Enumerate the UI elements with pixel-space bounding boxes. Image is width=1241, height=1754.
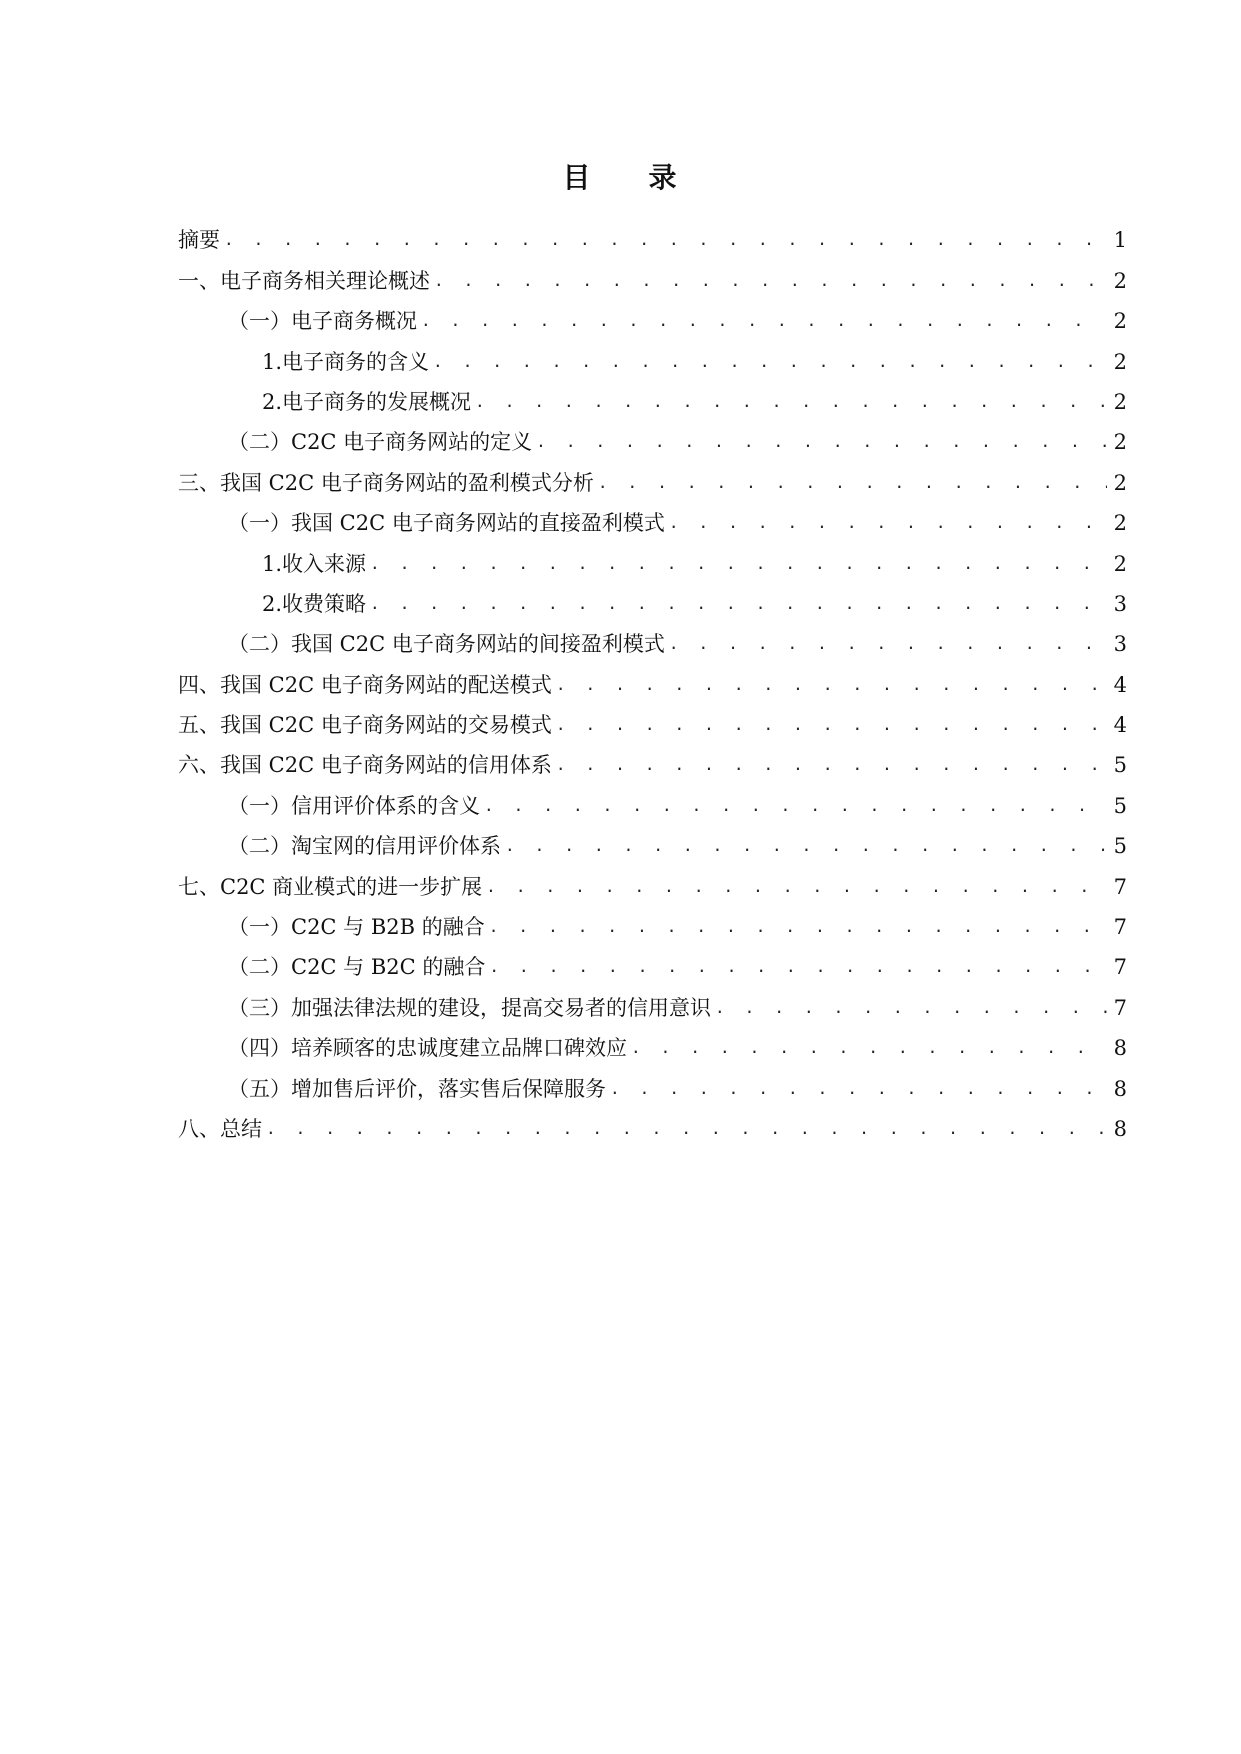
toc-entry-label: 四、我国 C2C 电子商务网站的配送模式 [178, 672, 552, 697]
toc-page-number: 7 [1113, 915, 1127, 940]
toc-entry[interactable] [178, 700, 1127, 740]
toc-entry[interactable] [178, 861, 1127, 901]
toc-leader [475, 387, 1107, 417]
toc-entry-label: 七、C2C 商业模式的进一步扩展 [178, 874, 483, 899]
toc-entry-label: 三、我国 C2C 电子商务网站的盈利模式分析 [178, 470, 594, 495]
toc-entry-label: （五）增加售后评价，落实售后保障服务 [228, 1076, 606, 1101]
toc-entry-label: 1.收入来源 [262, 551, 367, 576]
toc-entry[interactable] [178, 296, 1127, 336]
toc-entry-label: 1.电子商务的含义 [262, 349, 430, 374]
toc-entry-label: （二）C2C 电子商务网站的定义 [228, 430, 533, 455]
toc-page-number: 2 [1113, 430, 1127, 455]
toc-entry-label: （一）我国 C2C 电子商务网站的直接盈利模式 [228, 511, 665, 536]
toc-leader [266, 1114, 1107, 1144]
toc-leader [421, 306, 1107, 336]
toc-entry-label: 2.电子商务的发展概况 [262, 389, 472, 414]
toc-entry-label: （二）淘宝网的信用评价体系 [228, 834, 501, 859]
toc-entry[interactable] [178, 1104, 1127, 1144]
toc-page-number: 2 [1113, 511, 1127, 536]
toc-page-number: 3 [1113, 632, 1127, 657]
toc-page-number: 8 [1113, 1036, 1127, 1061]
toc-page-number: 4 [1113, 713, 1127, 738]
toc-page-number: 8 [1113, 1116, 1127, 1141]
toc-entry[interactable] [178, 740, 1127, 780]
toc-leader [556, 670, 1107, 700]
toc-entry[interactable] [178, 336, 1127, 376]
toc-page-number: 2 [1113, 309, 1127, 334]
toc-leader [484, 791, 1107, 821]
toc-entry[interactable] [178, 821, 1127, 861]
toc-entry[interactable] [178, 982, 1127, 1022]
toc-leader [715, 993, 1107, 1023]
toc-page-number: 2 [1113, 551, 1127, 576]
toc-leader [610, 1074, 1107, 1104]
table-of-contents [178, 215, 1127, 1144]
toc-entry[interactable] [178, 902, 1127, 942]
toc-entry-label: （二）我国 C2C 电子商务网站的间接盈利模式 [228, 632, 665, 657]
toc-leader [486, 872, 1107, 902]
toc-leader [631, 1033, 1107, 1063]
toc-entry[interactable] [178, 255, 1127, 295]
toc-page-number: 3 [1113, 591, 1127, 616]
toc-page-number: 1 [1113, 228, 1127, 253]
toc-page-number: 2 [1113, 389, 1127, 414]
toc-entry[interactable] [178, 780, 1127, 820]
toc-page-number: 2 [1113, 349, 1127, 374]
toc-page-number: 8 [1113, 1076, 1127, 1101]
toc-entry[interactable] [178, 498, 1127, 538]
toc-leader [556, 710, 1107, 740]
toc-entry[interactable] [178, 457, 1127, 497]
toc-entry[interactable] [178, 619, 1127, 659]
toc-leader [224, 225, 1107, 255]
toc-page-number: 7 [1113, 955, 1127, 980]
toc-page-number: 5 [1113, 834, 1127, 859]
toc-entry[interactable] [178, 377, 1127, 417]
toc-entry-label: （一）电子商务概况 [228, 309, 417, 334]
toc-leader [489, 912, 1107, 942]
toc-entry-label: 2.收费策略 [262, 591, 367, 616]
toc-leader [370, 549, 1107, 579]
title-char-2: 录 [648, 161, 679, 194]
toc-entry-label: 一、电子商务相关理论概述 [178, 268, 430, 293]
toc-entry-label: （一）C2C 与 B2B 的融合 [228, 915, 485, 940]
toc-leader [598, 468, 1107, 498]
toc-entry[interactable] [178, 1023, 1127, 1063]
toc-entry-label: 六、我国 C2C 电子商务网站的信用体系 [178, 753, 552, 778]
toc-entry-label: （三）加强法律法规的建设，提高交易者的信用意识 [228, 995, 711, 1020]
toc-leader [505, 831, 1107, 861]
title-char-1: 目 [562, 161, 593, 194]
toc-entry-label: （二）C2C 与 B2C 的融合 [228, 955, 486, 980]
toc-entry[interactable] [178, 417, 1127, 457]
toc-leader [536, 427, 1107, 457]
toc-page-number: 2 [1113, 268, 1127, 293]
toc-entry-label: （四）培养顾客的忠诚度建立品牌口碑效应 [228, 1036, 627, 1061]
toc-page-number: 2 [1113, 470, 1127, 495]
toc-page-number: 4 [1113, 672, 1127, 697]
toc-entry[interactable] [178, 538, 1127, 578]
toc-entry[interactable] [178, 659, 1127, 699]
toc-entry-label: 摘要 [178, 228, 220, 253]
toc-leader [370, 589, 1107, 619]
toc-leader [433, 347, 1107, 377]
toc-entry[interactable] [178, 215, 1127, 255]
toc-entry-label: 五、我国 C2C 电子商务网站的交易模式 [178, 713, 552, 738]
toc-entry-label: 八、总结 [178, 1116, 262, 1141]
toc-page-number: 7 [1113, 995, 1127, 1020]
toc-leader [489, 952, 1107, 982]
toc-leader [434, 266, 1107, 296]
toc-entry-label: （一）信用评价体系的含义 [228, 793, 480, 818]
toc-entry[interactable] [178, 1063, 1127, 1103]
toc-page-number: 5 [1113, 753, 1127, 778]
toc-entry[interactable] [178, 579, 1127, 619]
toc-leader [669, 629, 1107, 659]
toc-page-number: 5 [1113, 793, 1127, 818]
toc-leader [556, 750, 1107, 780]
toc-leader [669, 508, 1107, 538]
toc-page-number: 7 [1113, 874, 1127, 899]
toc-entry[interactable] [178, 942, 1127, 982]
page-title [0, 158, 1241, 198]
